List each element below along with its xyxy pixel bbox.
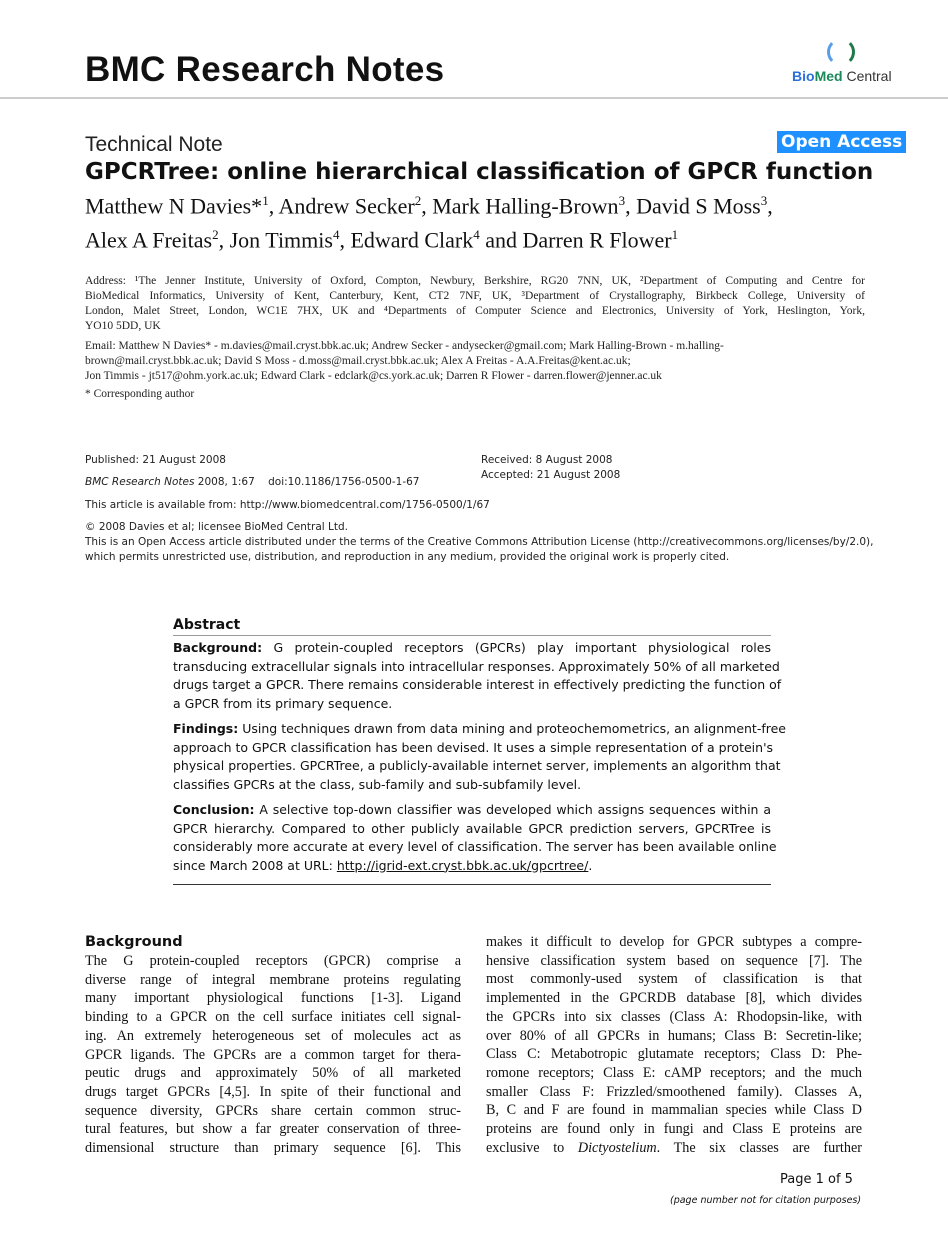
email-block <box>85 339 865 384</box>
logo-med: Med <box>814 68 843 84</box>
text-line: . The six classes are further <box>656 1139 862 1156</box>
affiliation-marker: 1 <box>671 227 679 243</box>
text-line: B, C and F are found in mammalian species while Class D <box>486 1102 862 1119</box>
license-line: This is an Open Access article distributed under the terms of the Creative Commons Attribution License (http://creativecommons.org/licenses/by/2.0), <box>85 536 874 548</box>
text-line: tural features, but show a far greater conservation of three- <box>85 1121 461 1138</box>
section-heading-background: Background <box>85 934 183 950</box>
author-list <box>85 186 875 255</box>
citation <box>85 475 420 490</box>
address-block <box>85 274 865 334</box>
copyright: © 2008 Davies et al; licensee BioMed Central Ltd. <box>85 521 349 533</box>
logo-central: Central <box>842 68 892 84</box>
biomed-central-logo <box>790 38 900 88</box>
authors-line-2 <box>85 220 875 254</box>
availability-link[interactable]: This article is available from: http://www.biomedcentral.com/1756-0500/1/67 <box>85 499 490 511</box>
text-line: the GPCRs into six classes (Class A: Rhodopsin-like, with <box>486 1008 862 1025</box>
text-line: . <box>588 857 593 873</box>
author-name: , <box>767 193 773 219</box>
text-line: binding to a GPCR on the cell surface initiates cell signal- <box>85 1009 461 1026</box>
affiliation-marker: 2 <box>212 227 219 243</box>
text-line: exclusive to <box>486 1139 578 1156</box>
article-title: GPCRTree: online hierarchical classification of GPCR function <box>85 159 874 185</box>
affiliation-marker: 4 <box>473 227 480 243</box>
text-line: A selective top-down classifier was developed which assigns sequences within a <box>254 802 771 817</box>
background-label: Background: <box>173 640 263 655</box>
text-line: hensive classification system based on sequence [7]. The <box>486 952 862 969</box>
conclusion-label: Conclusion: <box>173 802 255 817</box>
abstract-background <box>173 639 782 713</box>
page-number-note: (page number not for citation purposes) <box>670 1195 862 1206</box>
journal-title: BMC Research Notes <box>85 50 445 89</box>
text-line: implemented in the GPCRDB database [8], which divides <box>486 990 862 1007</box>
text-line: G protein-coupled receptors (GPCRs) play important physiological roles <box>262 640 771 655</box>
affiliation-marker: 2 <box>414 193 422 208</box>
abstract-divider <box>173 635 771 636</box>
text-line: most commonly-used system of classification is that <box>486 971 862 988</box>
text-line: over 80% of all GPCRs in humans; Class B: Secretin-like; <box>486 1027 862 1044</box>
text-line: Class C: Metabotropic glutamate receptors; Class D: Phe- <box>486 1046 862 1063</box>
text-line: sequence diversity, GPCRs share certain common struc- <box>85 1102 461 1119</box>
text-line: smaller Class F: Frizzled/smoothened family). Classes A, <box>486 1083 862 1100</box>
text-line: many important physiological functions [1-3]. Ligand <box>85 990 461 1007</box>
text-line: physical properties. GPCRTree, a publicly-available internet server, implements an algorithm that <box>173 758 781 773</box>
page-number: Page 1 of 5 <box>780 1172 853 1187</box>
text-line: proteins are found only in fungi and Class E proteins are <box>486 1121 862 1138</box>
text-line: a GPCR from its primary sequence. <box>173 695 393 711</box>
address-line: Address: ¹The Jenner Institute, University of Oxford, Compton, Newbury, Berkshire, RG20 7NN, UK, ²Department of Computing and Centre for <box>85 275 865 287</box>
author-name: Alex A Freitas <box>85 227 213 253</box>
author-name: , Andrew Secker <box>268 193 415 219</box>
text-line: drugs target GPCRs [4,5]. In spite of their functional and <box>85 1083 461 1100</box>
corresponding-author-note: * Corresponding author <box>85 388 195 400</box>
body-column-right <box>486 933 862 1157</box>
email-line: Email: Matthew N Davies* - m.davies@mail.cryst.bbk.ac.uk; Andrew Secker - andysecker@gmail.com; Mark Halling-Brown - m.halling- <box>85 340 724 352</box>
text-line: diverse range of integral membrane proteins regulating <box>85 971 461 988</box>
text-line: drugs target a GPCR. There remains considerable interest in effectively predicting the function of <box>173 677 782 692</box>
email-line: brown@mail.cryst.bbk.ac.uk; David S Moss - d.moss@mail.cryst.bbk.ac.uk; Alex A Freitas - A.A.Freitas@kent.ac.uk; <box>85 355 631 367</box>
text-line: peutic drugs and approximately 50% of all marketed <box>85 1065 461 1082</box>
text-line: romone receptors; Class E: cAMP receptors; and the much <box>486 1064 862 1081</box>
affiliation-marker: 1 <box>262 193 269 208</box>
affiliation-marker: 3 <box>760 193 768 208</box>
logo-bio: Bio <box>792 68 815 84</box>
citation-journal: BMC Research Notes <box>85 476 195 488</box>
text-line: ing. An extremely heterogeneous set of molecules act as <box>85 1027 461 1044</box>
text-line-italic: Dictyostelium <box>577 1139 657 1156</box>
author-name: , Mark Halling-Brown <box>421 193 619 219</box>
text-line: Using techniques drawn from data mining and proteochemometrics, an alignment-free <box>238 721 786 736</box>
published-date: Published: 21 August 2008 <box>85 454 226 466</box>
text-line: since March 2008 at URL: <box>173 857 337 873</box>
text-line: GPCR hierarchy. Compared to other publicly available GPCR prediction servers, GPCRTree is <box>173 820 771 836</box>
abstract-conclusion <box>173 801 777 875</box>
header-divider <box>0 97 948 99</box>
text-line: transducing extracellular signals into intracellular responses. Approximately 50% of all marketed <box>173 658 780 674</box>
article-type: Technical Note <box>85 133 223 156</box>
findings-label: Findings: <box>173 721 239 736</box>
address-line: YO10 5DD, UK <box>85 320 161 332</box>
address-line: BioMedical Informatics, University of Kent, Canterbury, Kent, CT2 7NF, UK, ³Department of Crystallography, Birkbeck College, University of <box>85 290 865 302</box>
affiliation-marker: 3 <box>618 193 626 208</box>
text-line: makes it difficult to develop for GPCR subtypes a compre- <box>486 934 862 950</box>
license-line: which permits unrestricted use, distribution, and reproduction in any medium, provided the original work is properly cited. <box>85 551 730 563</box>
author-name: , David S Moss <box>625 193 761 219</box>
text-line: approach to GPCR classification has been devised. It uses a simple representation of a protein's <box>173 739 774 755</box>
author-name: and Darren R Flower <box>479 227 672 253</box>
authors-line-1 <box>85 186 875 220</box>
logo-ring-icon <box>827 38 855 66</box>
body-column-left <box>85 933 461 1158</box>
gpcrtree-url-link[interactable]: http://igrid-ext.cryst.bbk.ac.uk/gpcrtree/ <box>336 857 589 873</box>
author-name: , Edward Clark <box>339 227 474 253</box>
author-name: Matthew N Davies* <box>85 193 263 219</box>
text-line: dimensional structure than primary sequence [6]. This <box>85 1140 461 1157</box>
received-date: Received: 8 August 2008 <box>481 454 613 466</box>
text-line: considerably more accurate at every level of classification. The server has been available online <box>173 839 777 854</box>
accepted-date: Accepted: 21 August 2008 <box>481 469 621 481</box>
author-name: , Jon Timmis <box>218 227 333 253</box>
open-access-badge: Open Access <box>777 131 906 153</box>
abstract-findings <box>173 720 786 794</box>
address-line: London, Malet Street, London, WC1E 7HX, UK and ⁴Departments of Computer Science and Electronics, University of York, Heslington, York, <box>85 305 865 317</box>
text-line: classifies GPCRs at the class, sub-family and sub-subfamily level. <box>173 776 582 792</box>
email-line: Jon Timmis - jt517@ohm.york.ac.uk; Edward Clark - edclark@cs.york.ac.uk; Darren R Flower - darren.flower@jenner.ac.uk <box>85 370 662 382</box>
abstract-bottom-divider <box>173 884 771 885</box>
abstract-heading: Abstract <box>173 617 241 633</box>
affiliation-marker: 4 <box>332 227 340 243</box>
text-line: GPCR ligands. The GPCRs are a common target for thera- <box>85 1046 461 1063</box>
citation-doi: 2008, 1:67 doi:10.1186/1756-0500-1-67 <box>194 476 420 488</box>
abstract <box>173 617 786 875</box>
text-line: The G protein-coupled receptors (GPCR) comprise a <box>85 953 461 969</box>
